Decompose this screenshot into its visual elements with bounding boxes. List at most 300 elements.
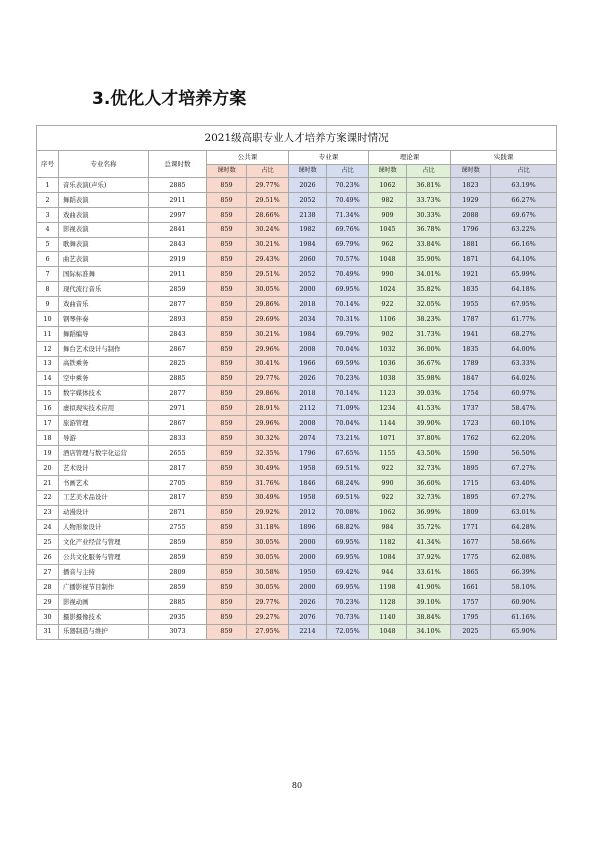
theory-ratio-cell: 32.05% [407, 297, 451, 312]
header-practice: 实践课 [451, 151, 557, 165]
public-hours-cell: 859 [207, 460, 247, 475]
major-ratio-cell: 70.23% [327, 594, 369, 609]
name-cell: 乐器制造与维护 [59, 624, 149, 639]
practice-hours-cell: 1823 [451, 178, 491, 193]
table-row [37, 356, 557, 371]
theory-hours-cell: 909 [369, 207, 407, 222]
total-cell: 2809 [149, 565, 207, 580]
practice-ratio-cell: 65.99% [491, 267, 557, 282]
index-cell: 27 [37, 565, 59, 580]
theory-ratio-cell: 38.23% [407, 312, 451, 327]
table-row [37, 386, 557, 401]
total-cell: 2817 [149, 460, 207, 475]
theory-ratio-cell: 39.03% [407, 386, 451, 401]
table-row [37, 207, 557, 222]
page-number: 80 [291, 781, 303, 790]
major-ratio-cell: 70.49% [327, 267, 369, 282]
total-cell: 2825 [149, 356, 207, 371]
practice-hours-cell: 1847 [451, 371, 491, 386]
practice-hours-cell: 1881 [451, 237, 491, 252]
theory-hours-cell: 1038 [369, 371, 407, 386]
index-cell: 15 [37, 386, 59, 401]
practice-hours-cell: 1661 [451, 580, 491, 595]
theory-ratio-cell: 34.10% [407, 624, 451, 639]
major-hours-cell: 2026 [289, 371, 327, 386]
name-cell: 播音与主持 [59, 565, 149, 580]
public-ratio-cell: 29.51% [247, 192, 289, 207]
practice-hours-cell: 1757 [451, 594, 491, 609]
table-row [37, 371, 557, 386]
total-cell: 2893 [149, 312, 207, 327]
table-row [37, 267, 557, 282]
practice-ratio-cell: 60.97% [491, 386, 557, 401]
major-hours-cell: 2000 [289, 580, 327, 595]
major-ratio-cell: 70.04% [327, 341, 369, 356]
index-cell: 22 [37, 490, 59, 505]
practice-ratio-cell: 62.20% [491, 431, 557, 446]
practice-ratio-cell: 60.90% [491, 594, 557, 609]
total-cell: 2867 [149, 416, 207, 431]
index-cell: 24 [37, 520, 59, 535]
practice-ratio-cell: 66.16% [491, 237, 557, 252]
theory-hours-cell: 1048 [369, 624, 407, 639]
header-public-ratio: 占比 [247, 165, 289, 178]
theory-ratio-cell: 36.60% [407, 475, 451, 490]
name-cell: 空中乘务 [59, 371, 149, 386]
total-cell: 2833 [149, 431, 207, 446]
name-cell: 音乐表演(声乐) [59, 178, 149, 193]
table-row [37, 475, 557, 490]
practice-hours-cell: 1590 [451, 446, 491, 461]
name-cell: 曲艺表演 [59, 252, 149, 267]
theory-hours-cell: 984 [369, 520, 407, 535]
theory-hours-cell: 1062 [369, 505, 407, 520]
total-cell: 2859 [149, 535, 207, 550]
public-ratio-cell: 29.77% [247, 594, 289, 609]
theory-hours-cell: 922 [369, 490, 407, 505]
header-practice-hours: 课时数 [451, 165, 491, 178]
practice-hours-cell: 1771 [451, 520, 491, 535]
theory-hours-cell: 1062 [369, 178, 407, 193]
theory-ratio-cell: 39.90% [407, 416, 451, 431]
name-cell: 影视动画 [59, 594, 149, 609]
table-row [37, 580, 557, 595]
index-cell: 16 [37, 401, 59, 416]
public-ratio-cell: 31.18% [247, 520, 289, 535]
theory-ratio-cell: 41.90% [407, 580, 451, 595]
name-cell: 艺术设计 [59, 460, 149, 475]
major-ratio-cell: 70.49% [327, 192, 369, 207]
theory-ratio-cell: 35.82% [407, 282, 451, 297]
header-major-hours: 课时数 [289, 165, 327, 178]
public-hours-cell: 859 [207, 401, 247, 416]
practice-ratio-cell: 67.27% [491, 490, 557, 505]
major-ratio-cell: 70.14% [327, 386, 369, 401]
public-ratio-cell: 30.49% [247, 490, 289, 505]
major-hours-cell: 2018 [289, 386, 327, 401]
index-cell: 25 [37, 535, 59, 550]
public-hours-cell: 859 [207, 446, 247, 461]
theory-hours-cell: 1182 [369, 535, 407, 550]
public-hours-cell: 859 [207, 282, 247, 297]
major-ratio-cell: 69.76% [327, 222, 369, 237]
theory-hours-cell: 1071 [369, 431, 407, 446]
practice-hours-cell: 1795 [451, 609, 491, 624]
major-hours-cell: 2008 [289, 341, 327, 356]
name-cell: 数字媒体技术 [59, 386, 149, 401]
practice-ratio-cell: 63.22% [491, 222, 557, 237]
practice-ratio-cell: 58.66% [491, 535, 557, 550]
major-ratio-cell: 70.04% [327, 416, 369, 431]
practice-hours-cell: 2088 [451, 207, 491, 222]
major-ratio-cell: 71.34% [327, 207, 369, 222]
total-cell: 2859 [149, 580, 207, 595]
practice-hours-cell: 2025 [451, 624, 491, 639]
practice-hours-cell: 1921 [451, 267, 491, 282]
major-hours-cell: 2034 [289, 312, 327, 327]
header-total: 总课时数 [149, 151, 207, 178]
public-hours-cell: 859 [207, 326, 247, 341]
name-cell: 影视表演 [59, 222, 149, 237]
practice-ratio-cell: 67.95% [491, 297, 557, 312]
index-cell: 29 [37, 594, 59, 609]
practice-ratio-cell: 60.10% [491, 416, 557, 431]
public-ratio-cell: 30.05% [247, 282, 289, 297]
practice-ratio-cell: 58.10% [491, 580, 557, 595]
name-cell: 动漫设计 [59, 505, 149, 520]
index-cell: 8 [37, 282, 59, 297]
public-ratio-cell: 29.92% [247, 505, 289, 520]
table-row [37, 312, 557, 327]
public-ratio-cell: 29.77% [247, 371, 289, 386]
total-cell: 2935 [149, 609, 207, 624]
practice-ratio-cell: 64.02% [491, 371, 557, 386]
index-cell: 5 [37, 237, 59, 252]
theory-hours-cell: 1198 [369, 580, 407, 595]
major-hours-cell: 2026 [289, 594, 327, 609]
major-ratio-cell: 69.51% [327, 490, 369, 505]
public-hours-cell: 859 [207, 550, 247, 565]
name-cell: 广播影视节目制作 [59, 580, 149, 595]
practice-hours-cell: 1955 [451, 297, 491, 312]
theory-ratio-cell: 33.61% [407, 565, 451, 580]
theory-hours-cell: 922 [369, 297, 407, 312]
public-hours-cell: 859 [207, 431, 247, 446]
total-cell: 2911 [149, 267, 207, 282]
theory-hours-cell: 902 [369, 326, 407, 341]
index-cell: 2 [37, 192, 59, 207]
major-ratio-cell: 70.57% [327, 252, 369, 267]
public-hours-cell: 859 [207, 565, 247, 580]
theory-ratio-cell: 37.92% [407, 550, 451, 565]
name-cell: 舞台艺术设计与制作 [59, 341, 149, 356]
index-cell: 26 [37, 550, 59, 565]
major-ratio-cell: 69.42% [327, 565, 369, 580]
public-hours-cell: 859 [207, 237, 247, 252]
major-hours-cell: 2214 [289, 624, 327, 639]
theory-ratio-cell: 35.90% [407, 252, 451, 267]
index-cell: 17 [37, 416, 59, 431]
public-ratio-cell: 30.32% [247, 431, 289, 446]
name-cell: 文化产业经营与管理 [59, 535, 149, 550]
table-row [37, 609, 557, 624]
header-name: 专业名称 [59, 151, 149, 178]
practice-ratio-cell: 62.08% [491, 550, 557, 565]
theory-ratio-cell: 43.50% [407, 446, 451, 461]
public-hours-cell: 859 [207, 267, 247, 282]
practice-hours-cell: 1835 [451, 282, 491, 297]
theory-hours-cell: 1123 [369, 386, 407, 401]
header-index: 序号 [37, 151, 59, 178]
practice-ratio-cell: 58.47% [491, 401, 557, 416]
practice-hours-cell: 1835 [451, 341, 491, 356]
theory-hours-cell: 922 [369, 460, 407, 475]
public-hours-cell: 859 [207, 505, 247, 520]
public-hours-cell: 859 [207, 192, 247, 207]
public-ratio-cell: 29.96% [247, 341, 289, 356]
major-ratio-cell: 69.95% [327, 580, 369, 595]
theory-ratio-cell: 36.99% [407, 505, 451, 520]
public-hours-cell: 859 [207, 416, 247, 431]
index-cell: 12 [37, 341, 59, 356]
major-hours-cell: 2112 [289, 401, 327, 416]
total-cell: 2971 [149, 401, 207, 416]
practice-ratio-cell: 64.18% [491, 282, 557, 297]
public-hours-cell: 859 [207, 297, 247, 312]
major-hours-cell: 2000 [289, 550, 327, 565]
theory-ratio-cell: 32.73% [407, 490, 451, 505]
index-cell: 21 [37, 475, 59, 490]
theory-hours-cell: 962 [369, 237, 407, 252]
practice-hours-cell: 1895 [451, 490, 491, 505]
public-hours-cell: 859 [207, 371, 247, 386]
theory-ratio-cell: 36.00% [407, 341, 451, 356]
public-ratio-cell: 29.77% [247, 178, 289, 193]
table-row [37, 431, 557, 446]
theory-ratio-cell: 37.80% [407, 431, 451, 446]
practice-hours-cell: 1775 [451, 550, 491, 565]
practice-hours-cell: 1796 [451, 222, 491, 237]
major-hours-cell: 1984 [289, 326, 327, 341]
practice-ratio-cell: 69.67% [491, 207, 557, 222]
public-ratio-cell: 30.58% [247, 565, 289, 580]
major-hours-cell: 1958 [289, 490, 327, 505]
practice-ratio-cell: 64.10% [491, 252, 557, 267]
index-cell: 30 [37, 609, 59, 624]
major-ratio-cell: 69.51% [327, 460, 369, 475]
total-cell: 2871 [149, 505, 207, 520]
total-cell: 2997 [149, 207, 207, 222]
major-ratio-cell: 68.24% [327, 475, 369, 490]
total-cell: 3073 [149, 624, 207, 639]
total-cell: 2877 [149, 386, 207, 401]
total-cell: 2877 [149, 297, 207, 312]
theory-ratio-cell: 33.84% [407, 237, 451, 252]
major-hours-cell: 1896 [289, 520, 327, 535]
theory-ratio-cell: 36.67% [407, 356, 451, 371]
major-hours-cell: 2060 [289, 252, 327, 267]
total-cell: 2843 [149, 326, 207, 341]
name-cell: 公共文化服务与管理 [59, 550, 149, 565]
name-cell: 歌舞表演 [59, 237, 149, 252]
practice-ratio-cell: 61.77% [491, 312, 557, 327]
table-row [37, 565, 557, 580]
table-row [37, 624, 557, 639]
total-cell: 2885 [149, 371, 207, 386]
index-cell: 11 [37, 326, 59, 341]
public-hours-cell: 859 [207, 580, 247, 595]
theory-hours-cell: 1155 [369, 446, 407, 461]
practice-ratio-cell: 66.39% [491, 565, 557, 580]
public-ratio-cell: 29.86% [247, 297, 289, 312]
public-ratio-cell: 29.51% [247, 267, 289, 282]
name-cell: 现代流行音乐 [59, 282, 149, 297]
table-row [37, 341, 557, 356]
major-ratio-cell: 69.79% [327, 326, 369, 341]
header-public-hours: 课时数 [207, 165, 247, 178]
public-hours-cell: 859 [207, 594, 247, 609]
total-cell: 2885 [149, 178, 207, 193]
public-ratio-cell: 30.21% [247, 326, 289, 341]
public-hours-cell: 859 [207, 535, 247, 550]
index-cell: 18 [37, 431, 59, 446]
major-ratio-cell: 70.23% [327, 178, 369, 193]
major-hours-cell: 2000 [289, 282, 327, 297]
table-title: 2021级高职专业人才培养方案课时情况 [37, 126, 557, 151]
major-hours-cell: 1966 [289, 356, 327, 371]
major-ratio-cell: 69.59% [327, 356, 369, 371]
total-cell: 2755 [149, 520, 207, 535]
theory-ratio-cell: 32.73% [407, 460, 451, 475]
public-ratio-cell: 30.05% [247, 580, 289, 595]
public-ratio-cell: 29.86% [247, 386, 289, 401]
hours-table-container [36, 125, 556, 640]
theory-hours-cell: 990 [369, 475, 407, 490]
major-ratio-cell: 68.82% [327, 520, 369, 535]
total-cell: 2859 [149, 282, 207, 297]
public-ratio-cell: 29.43% [247, 252, 289, 267]
practice-hours-cell: 1715 [451, 475, 491, 490]
major-ratio-cell: 69.79% [327, 237, 369, 252]
table-row [37, 416, 557, 431]
major-hours-cell: 2052 [289, 267, 327, 282]
theory-hours-cell: 1144 [369, 416, 407, 431]
practice-ratio-cell: 63.40% [491, 475, 557, 490]
theory-ratio-cell: 35.72% [407, 520, 451, 535]
header-major: 专业课 [289, 151, 369, 165]
public-ratio-cell: 28.91% [247, 401, 289, 416]
practice-ratio-cell: 63.19% [491, 178, 557, 193]
theory-ratio-cell: 36.78% [407, 222, 451, 237]
practice-hours-cell: 1737 [451, 401, 491, 416]
public-hours-cell: 859 [207, 386, 247, 401]
index-cell: 13 [37, 356, 59, 371]
total-cell: 2859 [149, 550, 207, 565]
table-row [37, 252, 557, 267]
public-hours-cell: 859 [207, 312, 247, 327]
theory-hours-cell: 990 [369, 267, 407, 282]
name-cell: 舞蹈表演 [59, 192, 149, 207]
public-hours-cell: 859 [207, 520, 247, 535]
name-cell: 钢琴伴奏 [59, 312, 149, 327]
name-cell: 酒店管理与数字化运营 [59, 446, 149, 461]
practice-hours-cell: 1723 [451, 416, 491, 431]
practice-ratio-cell: 64.00% [491, 341, 557, 356]
theory-hours-cell: 1128 [369, 594, 407, 609]
theory-hours-cell: 1032 [369, 341, 407, 356]
index-cell: 20 [37, 460, 59, 475]
public-ratio-cell: 32.35% [247, 446, 289, 461]
theory-ratio-cell: 30.33% [407, 207, 451, 222]
total-cell: 2919 [149, 252, 207, 267]
practice-ratio-cell: 65.90% [491, 624, 557, 639]
major-hours-cell: 1950 [289, 565, 327, 580]
total-cell: 2885 [149, 594, 207, 609]
practice-hours-cell: 1871 [451, 252, 491, 267]
theory-ratio-cell: 38.84% [407, 609, 451, 624]
name-cell: 国际标准舞 [59, 267, 149, 282]
public-ratio-cell: 30.21% [247, 237, 289, 252]
hours-table [36, 125, 557, 640]
practice-hours-cell: 1677 [451, 535, 491, 550]
name-cell: 戏曲表演 [59, 207, 149, 222]
index-cell: 10 [37, 312, 59, 327]
practice-ratio-cell: 63.33% [491, 356, 557, 371]
public-ratio-cell: 30.49% [247, 460, 289, 475]
name-cell: 书画艺术 [59, 475, 149, 490]
public-hours-cell: 859 [207, 356, 247, 371]
major-ratio-cell: 70.23% [327, 371, 369, 386]
public-hours-cell: 859 [207, 341, 247, 356]
practice-ratio-cell: 64.28% [491, 520, 557, 535]
name-cell: 人物形象设计 [59, 520, 149, 535]
table-row [37, 594, 557, 609]
theory-ratio-cell: 33.73% [407, 192, 451, 207]
major-hours-cell: 2018 [289, 297, 327, 312]
major-ratio-cell: 69.95% [327, 535, 369, 550]
name-cell: 舞蹈编导 [59, 326, 149, 341]
total-cell: 2705 [149, 475, 207, 490]
name-cell: 高铁乘务 [59, 356, 149, 371]
public-ratio-cell: 29.69% [247, 312, 289, 327]
major-hours-cell: 2000 [289, 535, 327, 550]
table-row [37, 192, 557, 207]
theory-hours-cell: 1234 [369, 401, 407, 416]
public-ratio-cell: 30.05% [247, 550, 289, 565]
index-cell: 3 [37, 207, 59, 222]
table-row [37, 446, 557, 461]
major-ratio-cell: 70.73% [327, 609, 369, 624]
theory-hours-cell: 1024 [369, 282, 407, 297]
public-hours-cell: 859 [207, 178, 247, 193]
public-hours-cell: 859 [207, 207, 247, 222]
public-hours-cell: 859 [207, 490, 247, 505]
public-ratio-cell: 30.05% [247, 535, 289, 550]
total-cell: 2841 [149, 222, 207, 237]
total-cell: 2911 [149, 192, 207, 207]
total-cell: 2817 [149, 490, 207, 505]
major-ratio-cell: 72.05% [327, 624, 369, 639]
theory-hours-cell: 1045 [369, 222, 407, 237]
practice-ratio-cell: 56.50% [491, 446, 557, 461]
total-cell: 2655 [149, 446, 207, 461]
header-public: 公共课 [207, 151, 289, 165]
name-cell: 摄影摄像技术 [59, 609, 149, 624]
table-row [37, 550, 557, 565]
theory-ratio-cell: 41.34% [407, 535, 451, 550]
theory-hours-cell: 1106 [369, 312, 407, 327]
practice-hours-cell: 1787 [451, 312, 491, 327]
